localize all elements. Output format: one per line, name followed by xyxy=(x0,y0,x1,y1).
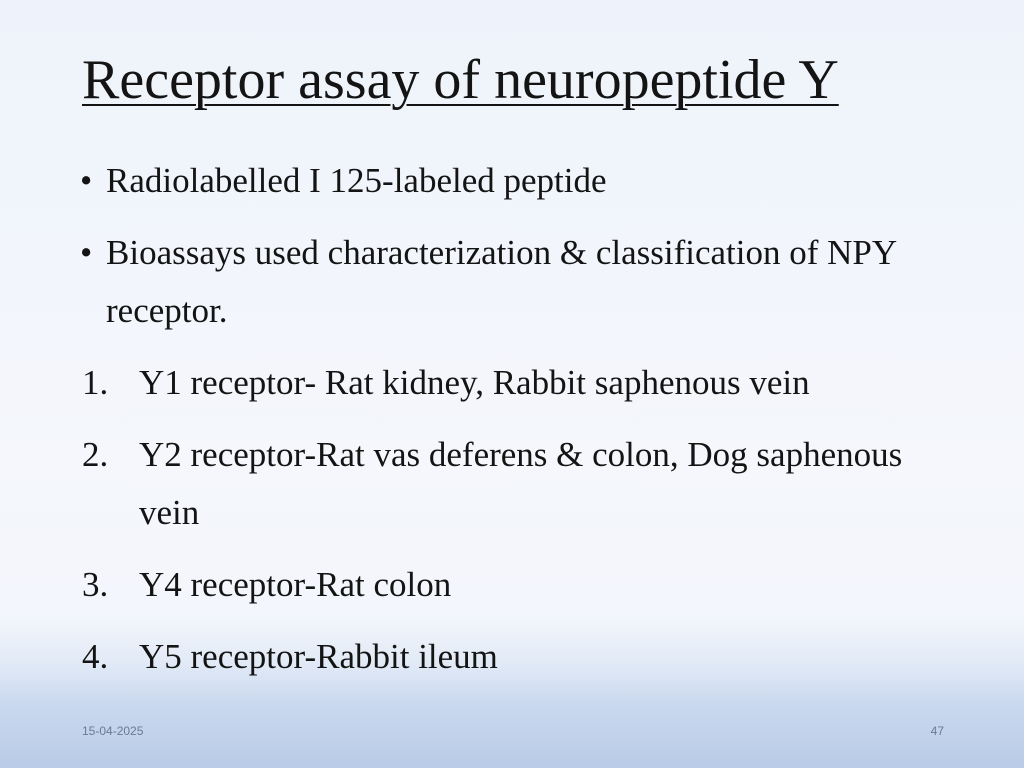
numbered-text: Y4 receptor-Rat colon xyxy=(139,565,452,604)
numbered-item xyxy=(78,556,948,614)
numbered-text: Y2 receptor-Rat vas deferens & colon, Dog saphenous vein xyxy=(139,435,903,532)
number-marker: 3. xyxy=(82,565,109,604)
numbered-item xyxy=(78,354,948,412)
number-marker: 4. xyxy=(82,637,109,676)
numbered-item xyxy=(78,426,948,542)
bullet-text: Bioassays used characterization & classification of NPY receptor. xyxy=(106,233,896,330)
number-marker: 1. xyxy=(82,363,109,402)
numbered-item xyxy=(78,628,948,686)
slide-title: Receptor assay of neuropeptide Y xyxy=(82,49,839,111)
footer-date: 15-04-2025 xyxy=(82,724,144,738)
bullet-marker: • xyxy=(80,161,93,200)
bullet-text: Radiolabelled I 125-labeled peptide xyxy=(106,161,607,200)
bullet-item xyxy=(78,224,948,340)
numbered-text: Y5 receptor-Rabbit ileum xyxy=(139,637,498,676)
slide-body xyxy=(78,152,948,700)
bullet-marker: • xyxy=(80,233,93,272)
numbered-text: Y1 receptor- Rat kidney, Rabbit saphenous vein xyxy=(139,363,810,402)
bullet-item xyxy=(78,152,948,210)
page-number: 47 xyxy=(930,724,944,738)
number-marker: 2. xyxy=(82,435,109,474)
